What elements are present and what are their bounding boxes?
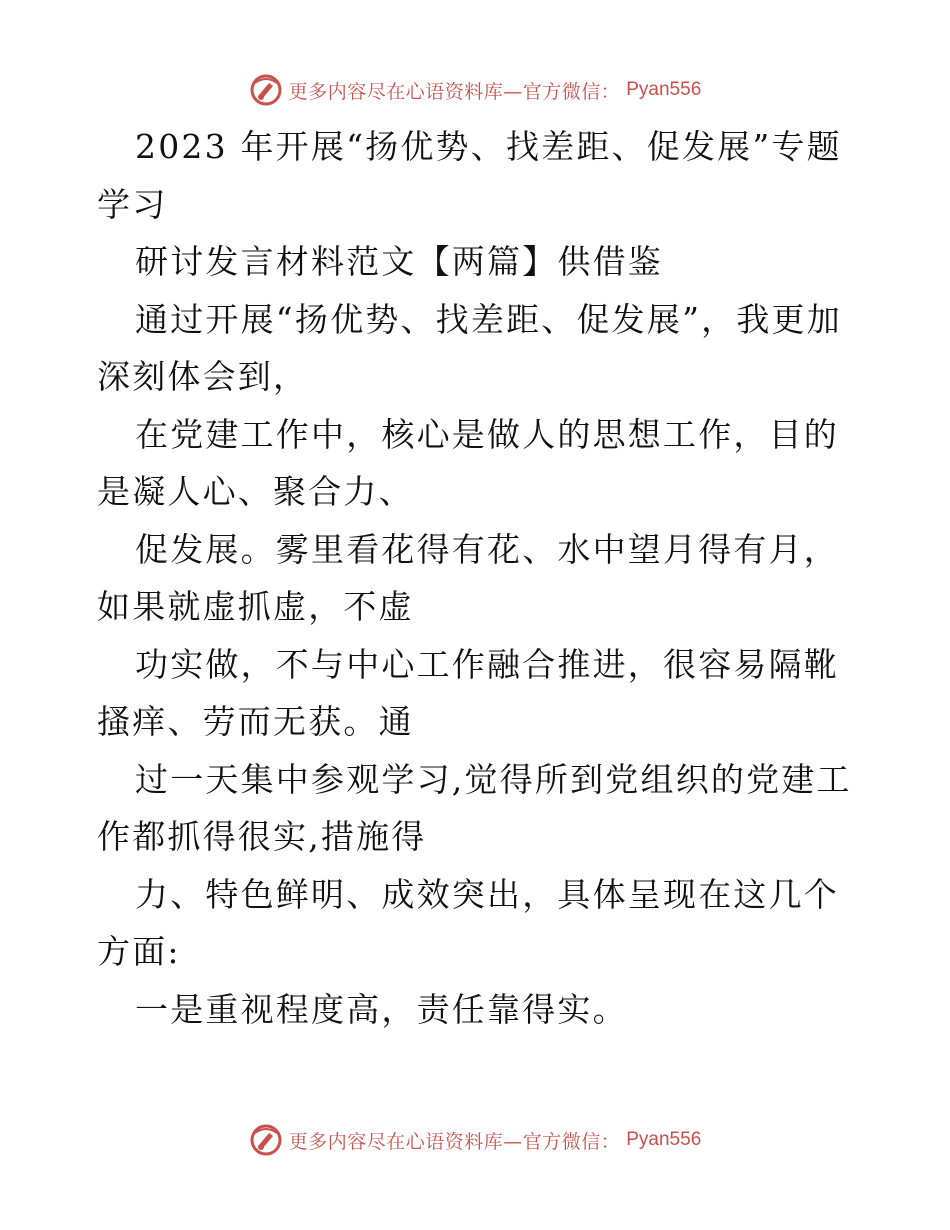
paragraph: 功实做，不与中心工作融合推进，很容易隔靴搔痒、劳而无获。通 xyxy=(97,644,839,741)
watermark-text: 更多内容尽在心语资料库—官方微信： xyxy=(288,80,621,103)
watermark-header xyxy=(0,70,950,110)
paragraph-subtitle: 研讨发言材料范文【两篇】供借鉴 xyxy=(135,242,663,281)
seal-logo-icon xyxy=(249,73,283,107)
paragraph: 在党建工作中，核心是做人的思想工作，目的是凝人心、聚合力、 xyxy=(97,414,839,511)
paragraph: 一是重视程度高，责任靠得实。 xyxy=(135,989,628,1029)
watermark-text: 更多内容尽在心语资料库—官方微信： xyxy=(288,1130,621,1153)
watermark-id: Pyan556 xyxy=(626,79,702,100)
paragraph: 通过开展“扬优势、找差距、促发展”，我更加深刻体会到， xyxy=(97,299,842,396)
paragraph: 过一天集中参观学习,觉得所到党组织的党建工作都抓得很实,措施得 xyxy=(97,759,852,856)
paragraph-title: 2023 年开展“扬优势、找差距、促发展”专题学习 xyxy=(97,127,842,224)
watermark-id: Pyan556 xyxy=(626,1129,702,1150)
paragraph: 力、特色鲜明、成效突出，具体呈现在这几个方面: xyxy=(97,874,839,971)
document-body xyxy=(97,118,857,1038)
watermark-footer xyxy=(0,1120,950,1160)
paragraph: 促发展。雾里看花得有花、水中望月得有月，如果就虚抓虚，不虚 xyxy=(97,529,839,626)
seal-logo-icon xyxy=(249,1123,283,1157)
